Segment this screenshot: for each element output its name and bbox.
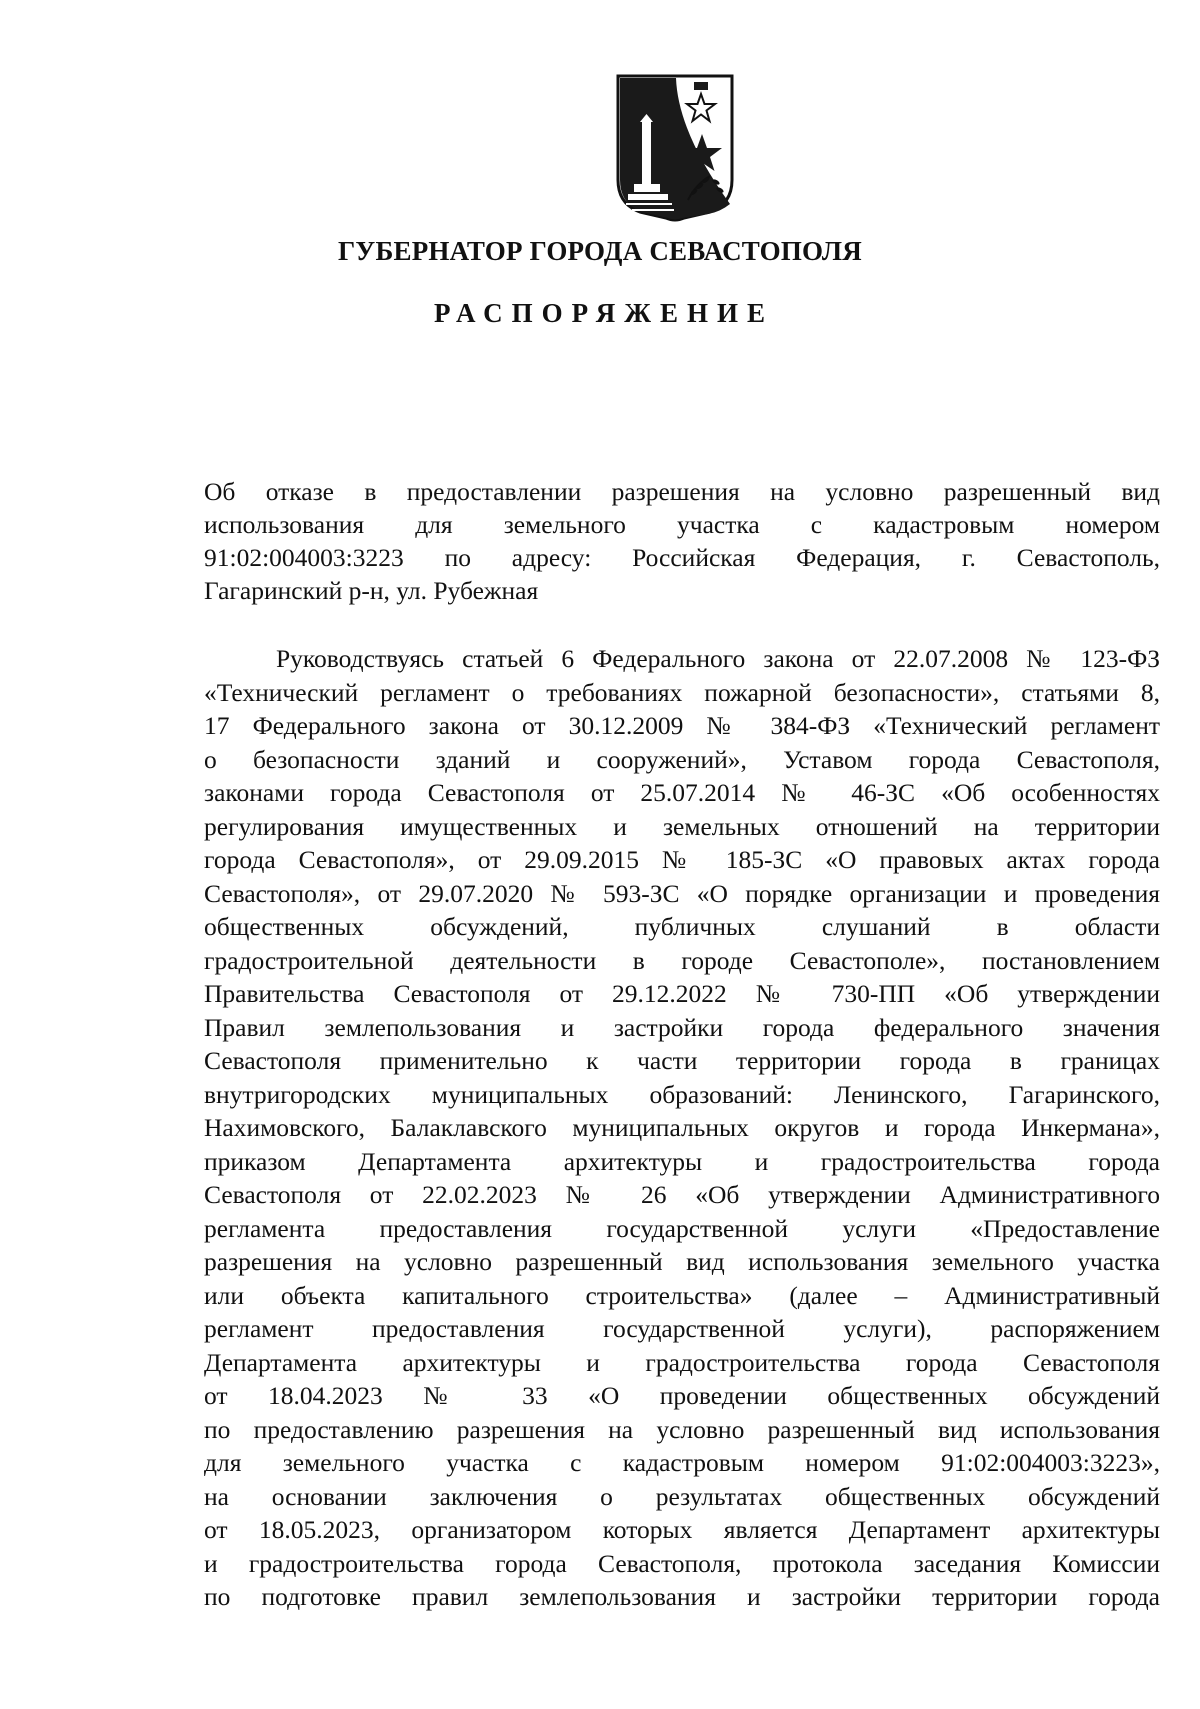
body-line: градостроительной деятельности в городе Севастополе», постановлением xyxy=(204,945,1160,975)
document-type-title: РАСПОРЯЖЕНИЕ xyxy=(433,298,775,328)
subject-line: 91:02:004003:3223 по адресу: Российская Федерация, г. Севастополь, xyxy=(204,543,1160,572)
body-line: Севастополя», от 29.07.2020 № 593-ЗС «О порядке организации и проведения xyxy=(204,878,1160,908)
body-line: и градостроительства города Севастополя, протокола заседания Комиссии xyxy=(204,1548,1160,1578)
subject-line: Об отказе в предоставлении разрешения на условно разрешенный вид xyxy=(204,477,1160,506)
body-line: для земельного участка с кадастровым номером 91:02:004003:3223», xyxy=(204,1448,1160,1477)
body-line: Севастополя от 22.02.2023 № 26 «Об утверждении Административного xyxy=(204,1180,1160,1209)
body-line: регламента предоставления государственной услуги «Предоставление xyxy=(204,1213,1160,1243)
body-line: города Севастополя», от 29.09.2015 № 185-ЗС «О правовых актах города xyxy=(204,845,1160,874)
body-line: о безопасности зданий и сооружений», Уставом города Севастополя, xyxy=(204,744,1160,774)
subject-line: использования для земельного участка с кадастровым номером xyxy=(204,510,1160,539)
body-line: Руководствуясь статьей 6 Федерального закона от 22.07.2008 № 123-ФЗ xyxy=(276,644,1160,673)
coat-of-arms-emblem xyxy=(612,72,738,224)
body-line: Правительства Севастополя от 29.12.2022 № 730-ПП «Об утверждении xyxy=(204,979,1160,1008)
body-line: Департамента архитектуры и градостроительства города Севастополя xyxy=(204,1347,1160,1377)
document-body xyxy=(204,642,1160,1614)
body-line: от 18.04.2023 № 33 «О проведении общественных обсуждений xyxy=(204,1381,1160,1410)
body-line: Правил землепользования и застройки города федерального значения xyxy=(204,1012,1160,1042)
body-line: по предоставлению разрешения на условно разрешенный вид использования xyxy=(204,1414,1160,1444)
subject-line: Гагаринский р-н, ул. Рубежная xyxy=(204,576,539,605)
body-line: регламент предоставления государственной услуги), распоряжением xyxy=(204,1314,1160,1343)
body-line: приказом Департамента архитектуры и градостроительства города xyxy=(204,1146,1160,1176)
issuing-authority: ГУБЕРНАТОР ГОРОДА СЕВАСТОПОЛЯ xyxy=(338,236,862,266)
body-line: по подготовке правил землепользования и застройки территории города xyxy=(204,1582,1160,1611)
body-line: или объекта капитального строительства» (далее – Административный xyxy=(204,1280,1160,1310)
body-line: разрешения на условно разрешенный вид использования земельного участка xyxy=(204,1247,1160,1276)
body-line: законами города Севастополя от 25.07.2014 № 46-ЗС «Об особенностях xyxy=(204,778,1160,807)
body-line: общественных обсуждений, публичных слушаний в области xyxy=(204,912,1160,941)
body-line: 17 Федерального закона от 30.12.2009 № 384-ФЗ «Технический регламент xyxy=(204,711,1160,740)
body-line: регулирования имущественных и земельных отношений на территории xyxy=(204,811,1160,841)
body-line: на основании заключения о результатах общественных обсуждений xyxy=(204,1481,1160,1511)
body-line: «Технический регламент о требованиях пожарной безопасности», статьями 8, xyxy=(204,677,1160,707)
document-subject xyxy=(204,475,1160,607)
body-line: Севастополя применительно к части территории города в границах xyxy=(204,1046,1160,1075)
body-line: Нахимовского, Балаклавского муниципальных округов и города Инкермана», xyxy=(204,1113,1160,1142)
body-line: внутригородских муниципальных образований: Ленинского, Гагаринского, xyxy=(204,1079,1160,1109)
body-line: от 18.05.2023, организатором которых является Департамент архитектуры xyxy=(204,1515,1160,1544)
